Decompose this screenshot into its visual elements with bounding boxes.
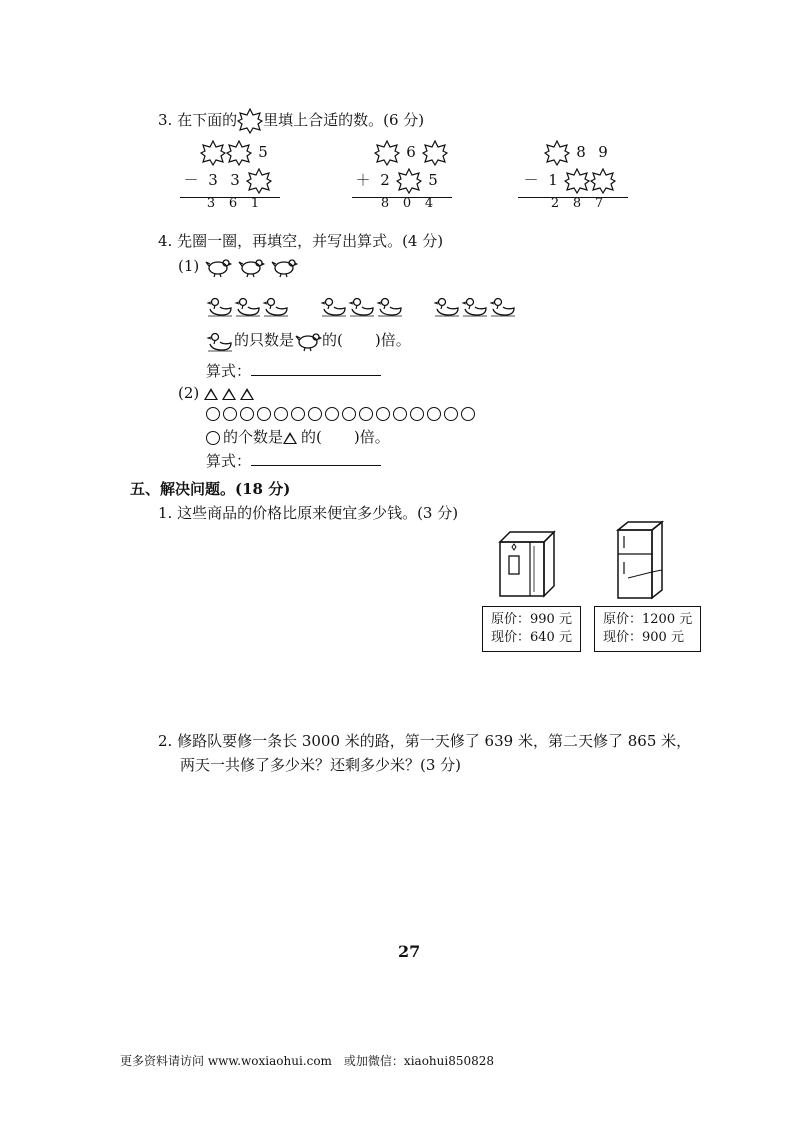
problem-1-rule [180,197,280,198]
circle-icon [444,407,458,421]
formula-line-1[interactable] [251,361,381,376]
duck-icon [461,295,489,317]
chicken-icon [294,330,322,352]
duck-icon [262,295,290,317]
circle-icon [240,407,254,421]
circle-icon [359,407,373,421]
vertical-problem-1: 5 － 3 3 3 6 1 [180,140,290,218]
q4-title: 4. 先圈一圈，再填空，并写出算式。(4 分) [158,232,444,250]
triangle-icon [240,388,254,400]
duck-group-3 [433,296,517,314]
vertical-problem-3: 8 9 － 1 2 8 7 [520,140,640,218]
q3-title: 3. 在下面的 里填上合适的数。(6 分) [158,108,424,134]
price-box-oven: 原价：990 元 现价：640 元 [482,606,581,652]
blank-star-icon[interactable] [564,168,590,194]
chicken-icon [204,256,232,278]
duck-icon [348,295,376,317]
triangle-icon [204,388,218,400]
triangle-icon [283,432,297,444]
circle-icon [342,407,356,421]
formula-line-2[interactable] [251,451,381,466]
circle-icon [206,407,220,421]
circle-row [206,404,478,422]
q4-part2-question: 的个数是 的( )倍。 [206,426,390,447]
duck-row [206,295,517,317]
blank-star-icon[interactable] [422,140,448,166]
circle-icon [325,407,339,421]
duck-icon [433,295,461,317]
circle-icon [393,407,407,421]
q4-part2-formula: 算式： [206,450,381,471]
blank-star-icon[interactable] [590,168,616,194]
circle-icon [427,407,441,421]
triangle-icon [222,388,236,400]
duck-icon [234,295,262,317]
circle-icon [410,407,424,421]
price-box-fridge: 原价：1200 元 现价：900 元 [594,606,701,652]
circle-icon [461,407,475,421]
s5-q1: 1. 这些商品的价格比原来便宜多少钱。(3 分) [158,504,459,522]
q4-part2-triangles: (2) [178,384,258,402]
blank-star-icon[interactable] [200,140,226,166]
fridge-icon [612,520,668,600]
problem-3-rule [518,197,628,198]
star-blank-icon [237,108,263,134]
circle-icon [223,407,237,421]
page-number: 27 [398,942,421,961]
duck-icon [489,295,517,317]
blank-star-icon[interactable] [544,140,570,166]
section5-title: 五、解决问题。(18 分) [130,480,291,498]
chicken-icon [237,256,265,278]
footer-text: 更多资料请访问 www.woxiaohui.com 或加微信：xiaohui850828 [120,1054,495,1068]
blank-star-icon[interactable] [246,168,272,194]
duck-icon [320,295,348,317]
chicken-icon [270,256,298,278]
q4-part1-label-row: (1) [178,256,298,278]
s5-q2-line2: 两天一共修了多少米？还剩多少米？(3 分) [180,756,462,774]
oven-icon [494,530,558,598]
circle-icon [291,407,305,421]
problem-2-rule [352,197,452,198]
circle-icon [257,407,271,421]
q4-part1-formula: 算式： [206,360,381,381]
blank-star-icon[interactable] [226,140,252,166]
blank-star-icon[interactable] [396,168,422,194]
blank-star-icon[interactable] [374,140,400,166]
duck-group-2 [320,296,409,314]
circle-icon [206,431,220,445]
duck-icon [206,295,234,317]
circle-icon [274,407,288,421]
vertical-problem-2: 6 ＋ 2 5 8 0 4 [352,140,462,218]
circle-icon [308,407,322,421]
circle-icon [376,407,390,421]
s5-q2-line1: 2. 修路队要修一条长 3000 米的路，第一天修了 639 米，第二天修了 865 米， [158,732,692,750]
duck-icon [206,330,234,352]
duck-group-1 [206,296,295,314]
q4-part1-question: 的只数是 的( )倍。 [206,329,411,352]
duck-icon [376,295,404,317]
